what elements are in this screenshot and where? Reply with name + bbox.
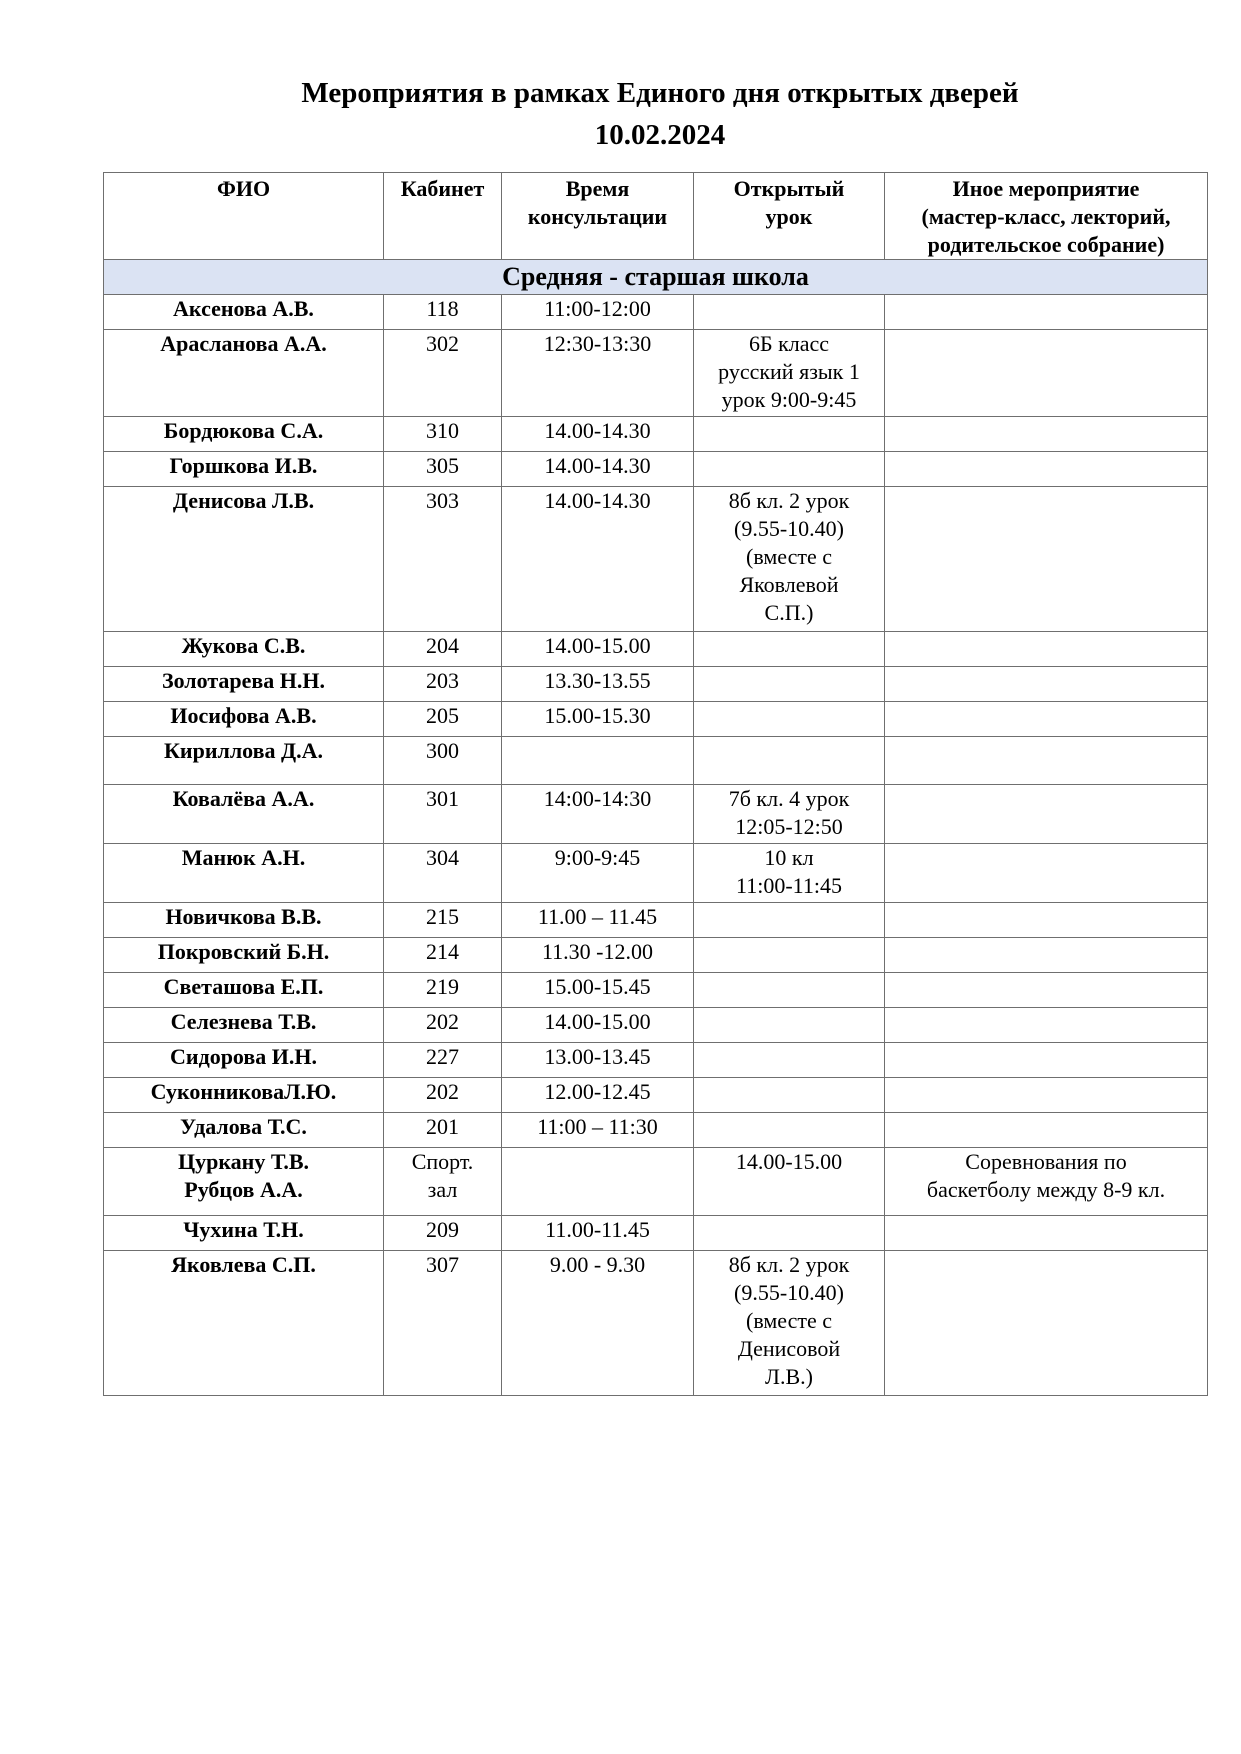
room-cell: 304 [384,844,502,903]
consultation-time-cell: 13.00-13.45 [502,1043,694,1078]
name-cell: Удалова Т.С. [104,1113,384,1148]
open-lesson-cell [694,295,885,330]
table-row [104,903,1208,938]
open-lesson-cell [694,632,885,667]
table-row [104,1216,1208,1251]
consultation-time-cell: 15.00-15.45 [502,973,694,1008]
open-lesson-cell [694,452,885,487]
consultation-time-cell: 12.00-12.45 [502,1078,694,1113]
name-cell: Кириллова Д.А. [104,737,384,785]
other-event-cell [885,702,1208,737]
table-row [104,785,1208,844]
open-lesson-cell [694,702,885,737]
other-event-cell [885,785,1208,844]
other-event-cell [885,417,1208,452]
room-cell: 215 [384,903,502,938]
consultation-time-cell: 9:00-9:45 [502,844,694,903]
table-row [104,1113,1208,1148]
open-lesson-cell [694,737,885,785]
room-cell: 209 [384,1216,502,1251]
table-row [104,702,1208,737]
consultation-time-cell: 11.00 – 11.45 [502,903,694,938]
document-title [160,72,1160,156]
open-lesson-cell [694,1008,885,1043]
consultation-time-cell: 9.00 - 9.30 [502,1251,694,1396]
table-row [104,1078,1208,1113]
header-room: Кабинет [384,173,502,260]
other-event-cell [885,903,1208,938]
open-lesson-cell [694,1043,885,1078]
header-name: ФИО [104,173,384,260]
name-cell: Сидорова И.Н. [104,1043,384,1078]
name-cell: Яковлева С.П. [104,1251,384,1396]
name-cell: Горшкова И.В. [104,452,384,487]
name-cell: Цуркану Т.В. Рубцов А.А. [104,1148,384,1216]
other-event-cell [885,330,1208,417]
other-event-cell [885,1043,1208,1078]
open-lesson-cell: 6Б класс русский язык 1 урок 9:00-9:45 [694,330,885,417]
other-event-cell [885,1216,1208,1251]
room-cell: 305 [384,452,502,487]
name-cell: Новичкова В.В. [104,903,384,938]
name-cell: Чухина Т.Н. [104,1216,384,1251]
name-cell: Покровский Б.Н. [104,938,384,973]
consultation-time-cell: 12:30-13:30 [502,330,694,417]
name-cell: Селезнева Т.В. [104,1008,384,1043]
title-date: 10.02.2024 [594,119,726,151]
room-cell: 202 [384,1008,502,1043]
consultation-time-cell: 11:00 – 11:30 [502,1113,694,1148]
room-cell: 302 [384,330,502,417]
table-row [104,417,1208,452]
table-row [104,1148,1208,1216]
other-event-cell [885,973,1208,1008]
name-cell: Золотарева Н.Н. [104,667,384,702]
header-time: Время консультации [502,173,694,260]
open-lesson-cell [694,903,885,938]
other-event-cell [885,1008,1208,1043]
consultation-time-cell: 11.30 -12.00 [502,938,694,973]
name-cell: Манюк А.Н. [104,844,384,903]
consultation-time-cell: 14.00-14.30 [502,487,694,632]
header-open-lesson: Открытый урок [694,173,885,260]
table-row [104,737,1208,785]
table-row [104,667,1208,702]
open-lesson-cell [694,938,885,973]
other-event-cell [885,667,1208,702]
table-row [104,452,1208,487]
room-cell: 205 [384,702,502,737]
consultation-time-cell: 11.00-11.45 [502,1216,694,1251]
consultation-time-cell: 14.00-15.00 [502,1008,694,1043]
other-event-cell [885,452,1208,487]
room-cell: 219 [384,973,502,1008]
table-row [104,844,1208,903]
consultation-time-cell: 14.00-14.30 [502,452,694,487]
consultation-time-cell [502,737,694,785]
room-cell: 204 [384,632,502,667]
header-row [104,173,1208,260]
open-lesson-cell [694,1078,885,1113]
open-lesson-cell [694,1113,885,1148]
title-line-1: Мероприятия в рамках Единого дня открытых дверей [301,77,1019,109]
open-lesson-cell: 10 кл 11:00-11:45 [694,844,885,903]
table-row [104,487,1208,632]
other-event-cell [885,844,1208,903]
other-event-cell [885,1251,1208,1396]
table-row [104,295,1208,330]
name-cell: Бордюкова С.А. [104,417,384,452]
name-cell: Иосифова А.В. [104,702,384,737]
room-cell: 300 [384,737,502,785]
room-cell: 227 [384,1043,502,1078]
header-other-event: Иное мероприятие (мастер-класс, лекторий, родительское собрание) [885,173,1208,260]
open-lesson-cell: 8б кл. 2 урок (9.55-10.40) (вместе с Денисовой Л.В.) [694,1251,885,1396]
other-event-cell [885,632,1208,667]
name-cell: Светашова Е.П. [104,973,384,1008]
other-event-cell: Соревнования по баскетболу между 8-9 кл. [885,1148,1208,1216]
open-lesson-cell [694,667,885,702]
other-event-cell [885,295,1208,330]
other-event-cell [885,1113,1208,1148]
name-cell: Жукова С.В. [104,632,384,667]
other-event-cell [885,737,1208,785]
table-row [104,330,1208,417]
table-row [104,1251,1208,1396]
room-cell: 303 [384,487,502,632]
other-event-cell [885,938,1208,973]
schedule-table [103,172,1208,1396]
open-lesson-cell: 8б кл. 2 урок (9.55-10.40) (вместе с Яковлевой С.П.) [694,487,885,632]
name-cell: Ковалёва А.А. [104,785,384,844]
open-lesson-cell: 14.00-15.00 [694,1148,885,1216]
room-cell: 118 [384,295,502,330]
consultation-time-cell: 14.00-14.30 [502,417,694,452]
consultation-time-cell: 15.00-15.30 [502,702,694,737]
table-row [104,632,1208,667]
name-cell: Арасланова А.А. [104,330,384,417]
other-event-cell [885,487,1208,632]
room-cell: 202 [384,1078,502,1113]
consultation-time-cell: 11:00-12:00 [502,295,694,330]
room-cell: 310 [384,417,502,452]
name-cell: Аксенова А.В. [104,295,384,330]
open-lesson-cell [694,417,885,452]
other-event-cell [885,1078,1208,1113]
room-cell: 201 [384,1113,502,1148]
section-row [104,260,1208,295]
room-cell: 307 [384,1251,502,1396]
open-lesson-cell [694,1216,885,1251]
room-cell: 214 [384,938,502,973]
table-row [104,1008,1208,1043]
open-lesson-cell [694,973,885,1008]
name-cell: Денисова Л.В. [104,487,384,632]
room-cell: 203 [384,667,502,702]
room-cell: Спорт. зал [384,1148,502,1216]
consultation-time-cell: 14.00-15.00 [502,632,694,667]
room-cell: 301 [384,785,502,844]
section-title: Средняя - старшая школа [104,260,1208,295]
name-cell: СуконниковаЛ.Ю. [104,1078,384,1113]
table-row [104,938,1208,973]
table-row [104,1043,1208,1078]
consultation-time-cell [502,1148,694,1216]
table-row [104,973,1208,1008]
consultation-time-cell: 14:00-14:30 [502,785,694,844]
consultation-time-cell: 13.30-13.55 [502,667,694,702]
open-lesson-cell: 7б кл. 4 урок 12:05-12:50 [694,785,885,844]
